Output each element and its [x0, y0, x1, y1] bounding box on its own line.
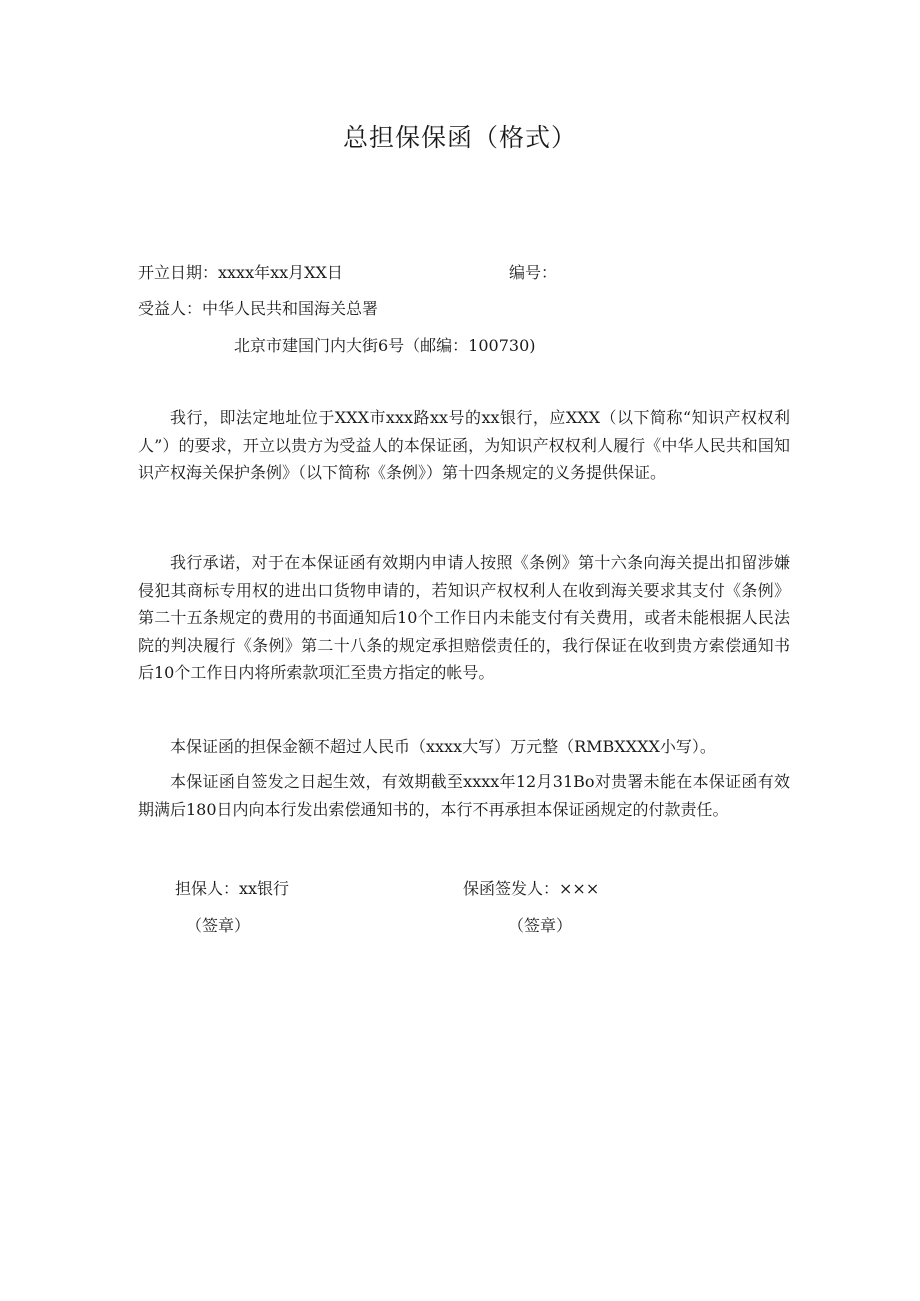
guarantor-signature: 担保人：xx银行: [175, 879, 290, 898]
body-paragraph-4: [138, 768, 790, 823]
body-paragraph-1: [138, 404, 790, 487]
issue-date: 开立日期：xxxx年xx月XX日: [138, 263, 343, 282]
body-paragraph-3: [138, 733, 790, 761]
beneficiary: 受益人：中华人民共和国海关总署: [138, 299, 379, 318]
beneficiary-address: 北京市建国门内大街6号（邮编：100730): [234, 336, 536, 355]
paragraph-text: 本保证函自签发之日起生效，有效期截至xxxx年12月31Bo对贵署未能在本保证函有效期满后180日内向本行发出索偿通知书的，本行不再承担本保证函规定的付款责任。: [138, 772, 790, 819]
signer-signature: 保函签发人：×××: [463, 879, 600, 898]
paragraph-text: 我行，即法定地址位于XXX市xxx路xx号的xx银行，应XXX（以下简称“知识产权权利人”）的要求，开立以贵方为受益人的本保证函，为知识产权权利人履行《中华人民共和国知识产权海关保护条例》（以下简称《条例》）第十四条规定的义务提供保证。: [138, 408, 790, 482]
paragraph-text: 我行承诺，对于在本保证函有效期内申请人按照《条例》第十六条向海关提出扣留涉嫌侵犯其商标专用权的进出口货物申请的，若知识产权权利人在收到海关要求其支付《条例》第二十五条规定的费用的书面通知后10个工作日内未能支付有关费用，或者未能根据人民法院的判决履行《条例》第二十八条的规定承担赔偿责任的，我行保证在收到贵方索偿通知书后10个工作日内将所索款项汇至贵方指定的帐号。: [138, 553, 790, 682]
paragraph-text: 本保证函的担保金额不超过人民币（xxxx大写）万元整（RMBXXXX小写）。: [170, 737, 716, 756]
document-title: 总担保保函（格式）: [342, 123, 577, 152]
serial-number-label: 编号：: [509, 263, 558, 282]
guarantor-seal: （签章）: [186, 916, 251, 935]
signer-seal: （签章）: [508, 916, 573, 935]
body-paragraph-2: [138, 549, 790, 687]
